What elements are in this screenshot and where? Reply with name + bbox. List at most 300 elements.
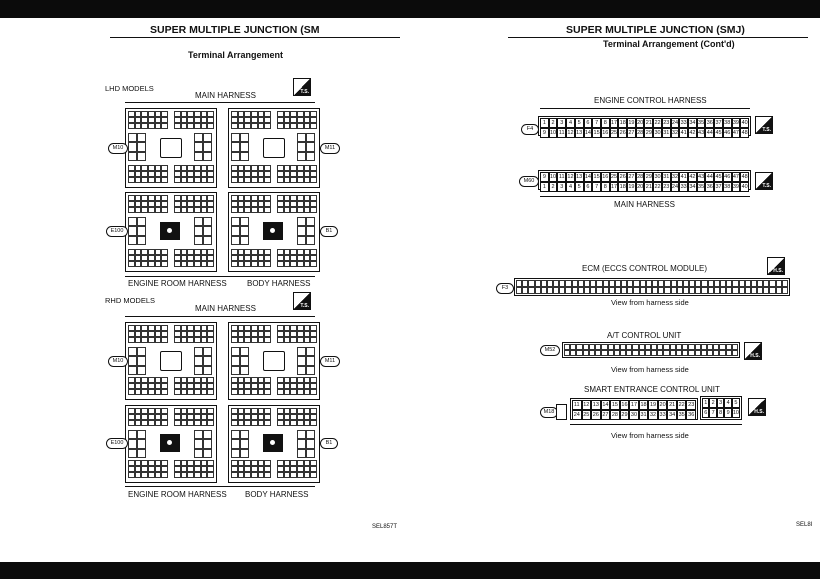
terminal-grid xyxy=(231,195,271,213)
terminal-cell xyxy=(306,356,315,365)
terminal-cell xyxy=(181,261,188,267)
terminal-cell xyxy=(306,133,315,142)
terminal-grid xyxy=(277,111,317,129)
terminal-cell xyxy=(174,207,181,213)
at-connector xyxy=(562,342,740,358)
terminal-cell xyxy=(194,207,201,213)
terminal-grid xyxy=(297,133,315,161)
terminal-cell xyxy=(231,430,240,439)
terminal-cell xyxy=(304,337,311,343)
terminal-cell xyxy=(290,337,297,343)
terminal-cell xyxy=(258,389,265,395)
terminal-cell xyxy=(277,472,284,478)
terminal-cell xyxy=(187,389,194,395)
terminal-number: 36 xyxy=(688,412,695,418)
terminal-cell xyxy=(240,356,249,365)
terminal-cell xyxy=(310,123,317,129)
f3-tag: F3 xyxy=(496,283,514,294)
lhd-m11-tag: M11 xyxy=(320,143,340,154)
rhd-b1-connector xyxy=(228,405,320,483)
terminal-cell xyxy=(251,207,258,213)
terminal-grid xyxy=(277,249,317,267)
terminal-number: 40 xyxy=(741,184,748,190)
terminal-cell xyxy=(231,389,238,395)
terminal-cell xyxy=(244,420,251,426)
terminal-cell xyxy=(161,389,168,395)
terminal-number: 10 xyxy=(732,410,739,416)
terminal-cell xyxy=(194,133,203,142)
terminal-number: 23 xyxy=(663,120,670,126)
terminal-cell xyxy=(181,123,188,129)
terminal-cell xyxy=(187,420,194,426)
rhd-engine-room-label: ENGINE ROOM HARNESS xyxy=(128,490,227,499)
terminal-cell xyxy=(201,420,208,426)
terminal-cell xyxy=(135,261,142,267)
terminal-cell xyxy=(203,366,212,375)
terminal-dense-grid xyxy=(516,280,788,294)
terminal-cell xyxy=(310,337,317,343)
terminal-grid xyxy=(174,195,214,213)
lock-hole xyxy=(270,440,275,445)
terminal-cell xyxy=(194,389,201,395)
terminal-cell xyxy=(137,142,146,151)
terminal-cell xyxy=(290,207,297,213)
terminal-cell xyxy=(782,287,788,294)
terminal-grid xyxy=(297,430,315,458)
terminal-cell xyxy=(231,236,240,245)
terminal-number: 39 xyxy=(732,120,739,126)
terminal-number: 41 xyxy=(680,174,687,180)
terminal-number: 15 xyxy=(593,174,600,180)
terminal-number: 6 xyxy=(702,408,709,418)
terminal-number: 21 xyxy=(669,402,676,408)
terminal-cell xyxy=(284,420,291,426)
main-harness-connector xyxy=(538,170,751,190)
terminal-grid xyxy=(297,217,315,245)
terminal-cell xyxy=(148,261,155,267)
terminal-cell xyxy=(203,133,212,142)
terminal-number: 45 xyxy=(715,130,722,136)
terminal-cell xyxy=(284,389,291,395)
terminal-cell xyxy=(244,177,251,183)
m52-tag: M52 xyxy=(540,345,560,356)
terminal-cell xyxy=(201,472,208,478)
terminal-number: 34 xyxy=(669,412,676,418)
terminal-number: 1 xyxy=(702,398,709,408)
terminal-grid xyxy=(277,460,317,478)
terminal-cell xyxy=(201,123,208,129)
terminal-cell xyxy=(203,236,212,245)
terminal-cell xyxy=(297,207,304,213)
terminal-cell xyxy=(264,472,271,478)
terminal-cell xyxy=(135,472,142,478)
terminal-cell xyxy=(306,152,315,161)
terminal-cell xyxy=(251,177,258,183)
terminal-number: 16 xyxy=(602,130,609,136)
terminal-number: 10 xyxy=(549,174,557,180)
terminal-number: 13 xyxy=(576,130,583,136)
terminal-cell xyxy=(137,152,146,161)
terminal-cell xyxy=(310,207,317,213)
terminal-cell xyxy=(290,472,297,478)
connector-lock-block xyxy=(160,434,180,452)
terminal-number-grid xyxy=(572,400,696,418)
connector-lock-block xyxy=(263,222,283,240)
terminal-cell xyxy=(284,177,291,183)
terminal-cell xyxy=(258,261,265,267)
left-ref-code: SEL857T xyxy=(372,524,398,530)
terminal-number-grid xyxy=(702,398,740,418)
terminal-cell xyxy=(128,152,137,161)
terminal-grid xyxy=(128,133,146,161)
terminal-cell xyxy=(137,347,146,356)
terminal-grid xyxy=(231,430,249,458)
terminal-grid xyxy=(194,133,212,161)
terminal-cell xyxy=(194,430,203,439)
terminal-cell xyxy=(240,430,249,439)
terminal-cell xyxy=(141,123,148,129)
terminal-cell xyxy=(258,207,265,213)
terminal-number-grid xyxy=(540,118,749,134)
terminal-cell xyxy=(306,366,315,375)
terminal-number: 19 xyxy=(628,120,635,126)
terminal-cell xyxy=(194,347,203,356)
terminal-number: 39 xyxy=(732,184,739,190)
engine-control-harness-label: ENGINE CONTROL HARNESS xyxy=(594,96,707,105)
terminal-grid xyxy=(174,460,214,478)
terminal-cell xyxy=(141,389,148,395)
terminal-cell xyxy=(231,177,238,183)
terminal-number: 9 xyxy=(724,408,731,418)
terminal-cell xyxy=(207,337,214,343)
terminal-cell xyxy=(207,123,214,129)
terminal-cell xyxy=(194,449,203,458)
terminal-number: 23 xyxy=(663,184,670,190)
terminal-number: 21 xyxy=(645,184,652,190)
terminal-cell xyxy=(161,123,168,129)
terminal-grid xyxy=(231,133,249,161)
rhd-b1-tag: B1 xyxy=(320,438,338,449)
terminal-grid xyxy=(128,325,168,343)
terminal-cell xyxy=(141,177,148,183)
terminal-cell xyxy=(137,133,146,142)
terminal-cell xyxy=(203,152,212,161)
terminal-cell xyxy=(194,236,203,245)
terminal-cell xyxy=(155,261,162,267)
terminal-cell xyxy=(174,177,181,183)
lhd-main-bracket xyxy=(125,102,315,103)
terminal-cell xyxy=(251,472,258,478)
terminal-number: 43 xyxy=(698,174,705,180)
terminal-number: 47 xyxy=(732,130,739,136)
ecm-connector xyxy=(514,278,790,296)
terminal-cell xyxy=(284,207,291,213)
terminal-cell xyxy=(231,337,238,343)
terminal-number: 35 xyxy=(698,184,705,190)
terminal-number: 28 xyxy=(637,130,644,136)
terminal-cell xyxy=(297,236,306,245)
terminal-number: 48 xyxy=(741,174,748,180)
terminal-cell xyxy=(238,123,245,129)
terminal-cell xyxy=(284,123,291,129)
terminal-grid xyxy=(128,217,146,245)
connector-lock-slot xyxy=(263,138,285,158)
terminal-number: 5 xyxy=(732,398,740,408)
mh-bracket xyxy=(540,196,750,197)
terminal-cell xyxy=(194,439,203,448)
terminal-cell xyxy=(277,337,284,343)
terminal-cell xyxy=(161,261,168,267)
terminal-cell xyxy=(297,337,304,343)
smart-connector-left xyxy=(570,398,698,420)
terminal-cell xyxy=(203,430,212,439)
terminal-grid xyxy=(231,408,271,426)
ech-bracket xyxy=(540,108,750,109)
terminal-number: 28 xyxy=(637,174,644,180)
terminal-cell xyxy=(135,389,142,395)
lhd-body-label: BODY HARNESS xyxy=(247,279,311,288)
lock-hole xyxy=(270,228,275,233)
terminal-cell xyxy=(201,261,208,267)
terminal-number: 8 xyxy=(601,182,610,192)
terminal-grid xyxy=(231,111,271,129)
terminal-number: 4 xyxy=(566,118,575,128)
terminal-cell xyxy=(264,177,271,183)
terminal-cell xyxy=(304,261,311,267)
terminal-number: 17 xyxy=(610,184,618,190)
terminal-cell xyxy=(264,420,271,426)
terminal-number: 14 xyxy=(602,402,609,408)
terminal-cell xyxy=(161,472,168,478)
terminal-cell xyxy=(181,420,188,426)
terminal-cell xyxy=(258,472,265,478)
terminal-number: 17 xyxy=(610,120,618,126)
terminal-cell xyxy=(201,207,208,213)
terminal-cell xyxy=(306,439,315,448)
terminal-number: 33 xyxy=(680,120,687,126)
rhd-m10-tag: M10 xyxy=(108,356,128,367)
terminal-cell xyxy=(128,347,137,356)
terminal-grid xyxy=(194,217,212,245)
terminal-cell xyxy=(310,420,317,426)
terminal-cell xyxy=(128,217,137,226)
terminal-number: 12 xyxy=(583,402,590,408)
terminal-cell xyxy=(148,389,155,395)
terminal-number: 2 xyxy=(549,182,558,192)
rhd-main-bracket xyxy=(125,316,315,317)
terminal-number: 29 xyxy=(645,130,652,136)
terminal-number: 16 xyxy=(621,402,628,408)
m60-tag: M60 xyxy=(519,176,539,187)
terminal-number: 2 xyxy=(709,398,716,408)
terminal-grid xyxy=(277,408,317,426)
terminal-cell xyxy=(155,207,162,213)
f4-tag: F4 xyxy=(521,124,539,135)
terminal-number: 14 xyxy=(584,174,591,180)
terminal-cell xyxy=(128,177,135,183)
terminal-cell xyxy=(187,337,194,343)
terminal-number: 41 xyxy=(680,130,687,136)
terminal-cell xyxy=(244,261,251,267)
terminal-cell xyxy=(297,261,304,267)
terminal-cell xyxy=(137,439,146,448)
terminal-number: 45 xyxy=(715,174,722,180)
m18-tag: M18 xyxy=(540,407,558,418)
terminal-cell xyxy=(306,449,315,458)
terminal-cell xyxy=(231,217,240,226)
terminal-cell xyxy=(137,236,146,245)
terminal-grid xyxy=(128,408,168,426)
lock-hole xyxy=(167,440,172,445)
terminal-grid xyxy=(174,377,214,395)
terminal-number: 25 xyxy=(610,174,618,180)
terminal-cell xyxy=(297,366,306,375)
terminal-cell xyxy=(135,177,142,183)
terminal-cell xyxy=(128,439,137,448)
terminal-number: 3 xyxy=(717,398,724,408)
terminal-cell xyxy=(238,207,245,213)
terminal-cell xyxy=(148,123,155,129)
terminal-cell xyxy=(251,389,258,395)
m18-side-tab xyxy=(556,404,567,420)
terminal-cell xyxy=(194,226,203,235)
lhd-b1-tag: B1 xyxy=(320,226,338,237)
terminal-number: 5 xyxy=(575,118,584,128)
terminal-number: 5 xyxy=(575,182,584,192)
terminal-cell xyxy=(128,449,137,458)
terminal-cell xyxy=(251,420,258,426)
terminal-number: 25 xyxy=(583,412,590,418)
terminal-number: 11 xyxy=(573,402,580,408)
right-main-harness-label: MAIN HARNESS xyxy=(614,200,675,209)
ts-icon: T.S. xyxy=(293,78,311,96)
terminal-cell xyxy=(297,152,306,161)
terminal-number: 22 xyxy=(678,402,685,408)
terminal-cell xyxy=(258,177,265,183)
terminal-number: 1 xyxy=(540,118,549,128)
terminal-grid xyxy=(231,217,249,245)
smart-view-label: View from harness side xyxy=(611,431,689,440)
terminal-cell xyxy=(306,217,315,226)
terminal-number: 20 xyxy=(637,120,644,126)
terminal-cell xyxy=(297,123,304,129)
rhd-m10-connector xyxy=(125,322,217,400)
terminal-cell xyxy=(304,207,311,213)
terminal-cell xyxy=(231,142,240,151)
terminal-number: 30 xyxy=(654,174,661,180)
terminal-cell xyxy=(231,420,238,426)
terminal-number: 7 xyxy=(709,408,716,418)
terminal-cell xyxy=(238,389,245,395)
rhd-main-harness-label: MAIN HARNESS xyxy=(195,304,256,313)
ecm-title: ECM (ECCS CONTROL MODULE) xyxy=(582,264,708,273)
terminal-number: 1 xyxy=(540,182,549,192)
terminal-cell xyxy=(290,177,297,183)
terminal-cell xyxy=(231,226,240,235)
terminal-number: 30 xyxy=(654,130,661,136)
terminal-cell xyxy=(128,472,135,478)
terminal-cell xyxy=(238,337,245,343)
terminal-number: 48 xyxy=(741,130,748,136)
terminal-cell xyxy=(231,347,240,356)
terminal-cell xyxy=(297,347,306,356)
terminal-cell xyxy=(297,439,306,448)
terminal-cell xyxy=(207,207,214,213)
terminal-cell xyxy=(201,337,208,343)
terminal-cell xyxy=(244,207,251,213)
terminal-number: 46 xyxy=(724,130,731,136)
terminal-cell xyxy=(310,177,317,183)
terminal-cell xyxy=(187,177,194,183)
terminal-cell xyxy=(304,123,311,129)
terminal-number: 20 xyxy=(637,184,644,190)
terminal-grid xyxy=(277,325,317,343)
terminal-number: 15 xyxy=(593,130,600,136)
terminal-cell xyxy=(207,389,214,395)
terminal-cell xyxy=(258,420,265,426)
terminal-number: 17 xyxy=(630,402,638,408)
terminal-cell xyxy=(244,472,251,478)
ts-icon: T.S. xyxy=(755,116,773,134)
terminal-cell xyxy=(141,420,148,426)
terminal-number: 34 xyxy=(689,120,696,126)
terminal-cell xyxy=(231,439,240,448)
terminal-grid xyxy=(128,430,146,458)
terminal-cell xyxy=(297,389,304,395)
terminal-grid xyxy=(231,249,271,267)
terminal-cell xyxy=(174,472,181,478)
terminal-number: 2 xyxy=(549,118,558,128)
terminal-cell xyxy=(174,123,181,129)
terminal-cell xyxy=(203,347,212,356)
terminal-cell xyxy=(141,472,148,478)
terminal-cell xyxy=(141,337,148,343)
terminal-cell xyxy=(297,133,306,142)
rhd-e100-tag: E100 xyxy=(106,438,128,449)
terminal-number: 7 xyxy=(592,182,601,192)
terminal-number: 26 xyxy=(619,130,626,136)
terminal-cell xyxy=(128,430,137,439)
terminal-cell xyxy=(181,207,188,213)
terminal-number: 18 xyxy=(619,120,626,126)
terminal-cell xyxy=(240,152,249,161)
at-view-label: View from harness side xyxy=(611,365,689,374)
terminal-cell xyxy=(201,389,208,395)
terminal-cell xyxy=(231,261,238,267)
terminal-grid xyxy=(194,430,212,458)
terminal-cell xyxy=(141,261,148,267)
terminal-number: 15 xyxy=(611,402,618,408)
terminal-cell xyxy=(207,177,214,183)
terminal-cell xyxy=(238,177,245,183)
terminal-number: 38 xyxy=(724,184,731,190)
rhd-m11-tag: M11 xyxy=(320,356,340,367)
terminal-cell xyxy=(194,420,201,426)
terminal-cell xyxy=(244,337,251,343)
terminal-number: 36 xyxy=(706,120,713,126)
connector-lock-slot xyxy=(160,351,182,371)
terminal-cell xyxy=(231,207,238,213)
terminal-cell xyxy=(240,217,249,226)
terminal-number-grid xyxy=(540,172,749,188)
terminal-cell xyxy=(240,347,249,356)
terminal-cell xyxy=(135,337,142,343)
terminal-cell xyxy=(244,389,251,395)
terminal-grid xyxy=(128,377,168,395)
terminal-cell xyxy=(244,123,251,129)
terminal-cell xyxy=(304,420,311,426)
terminal-cell xyxy=(207,420,214,426)
